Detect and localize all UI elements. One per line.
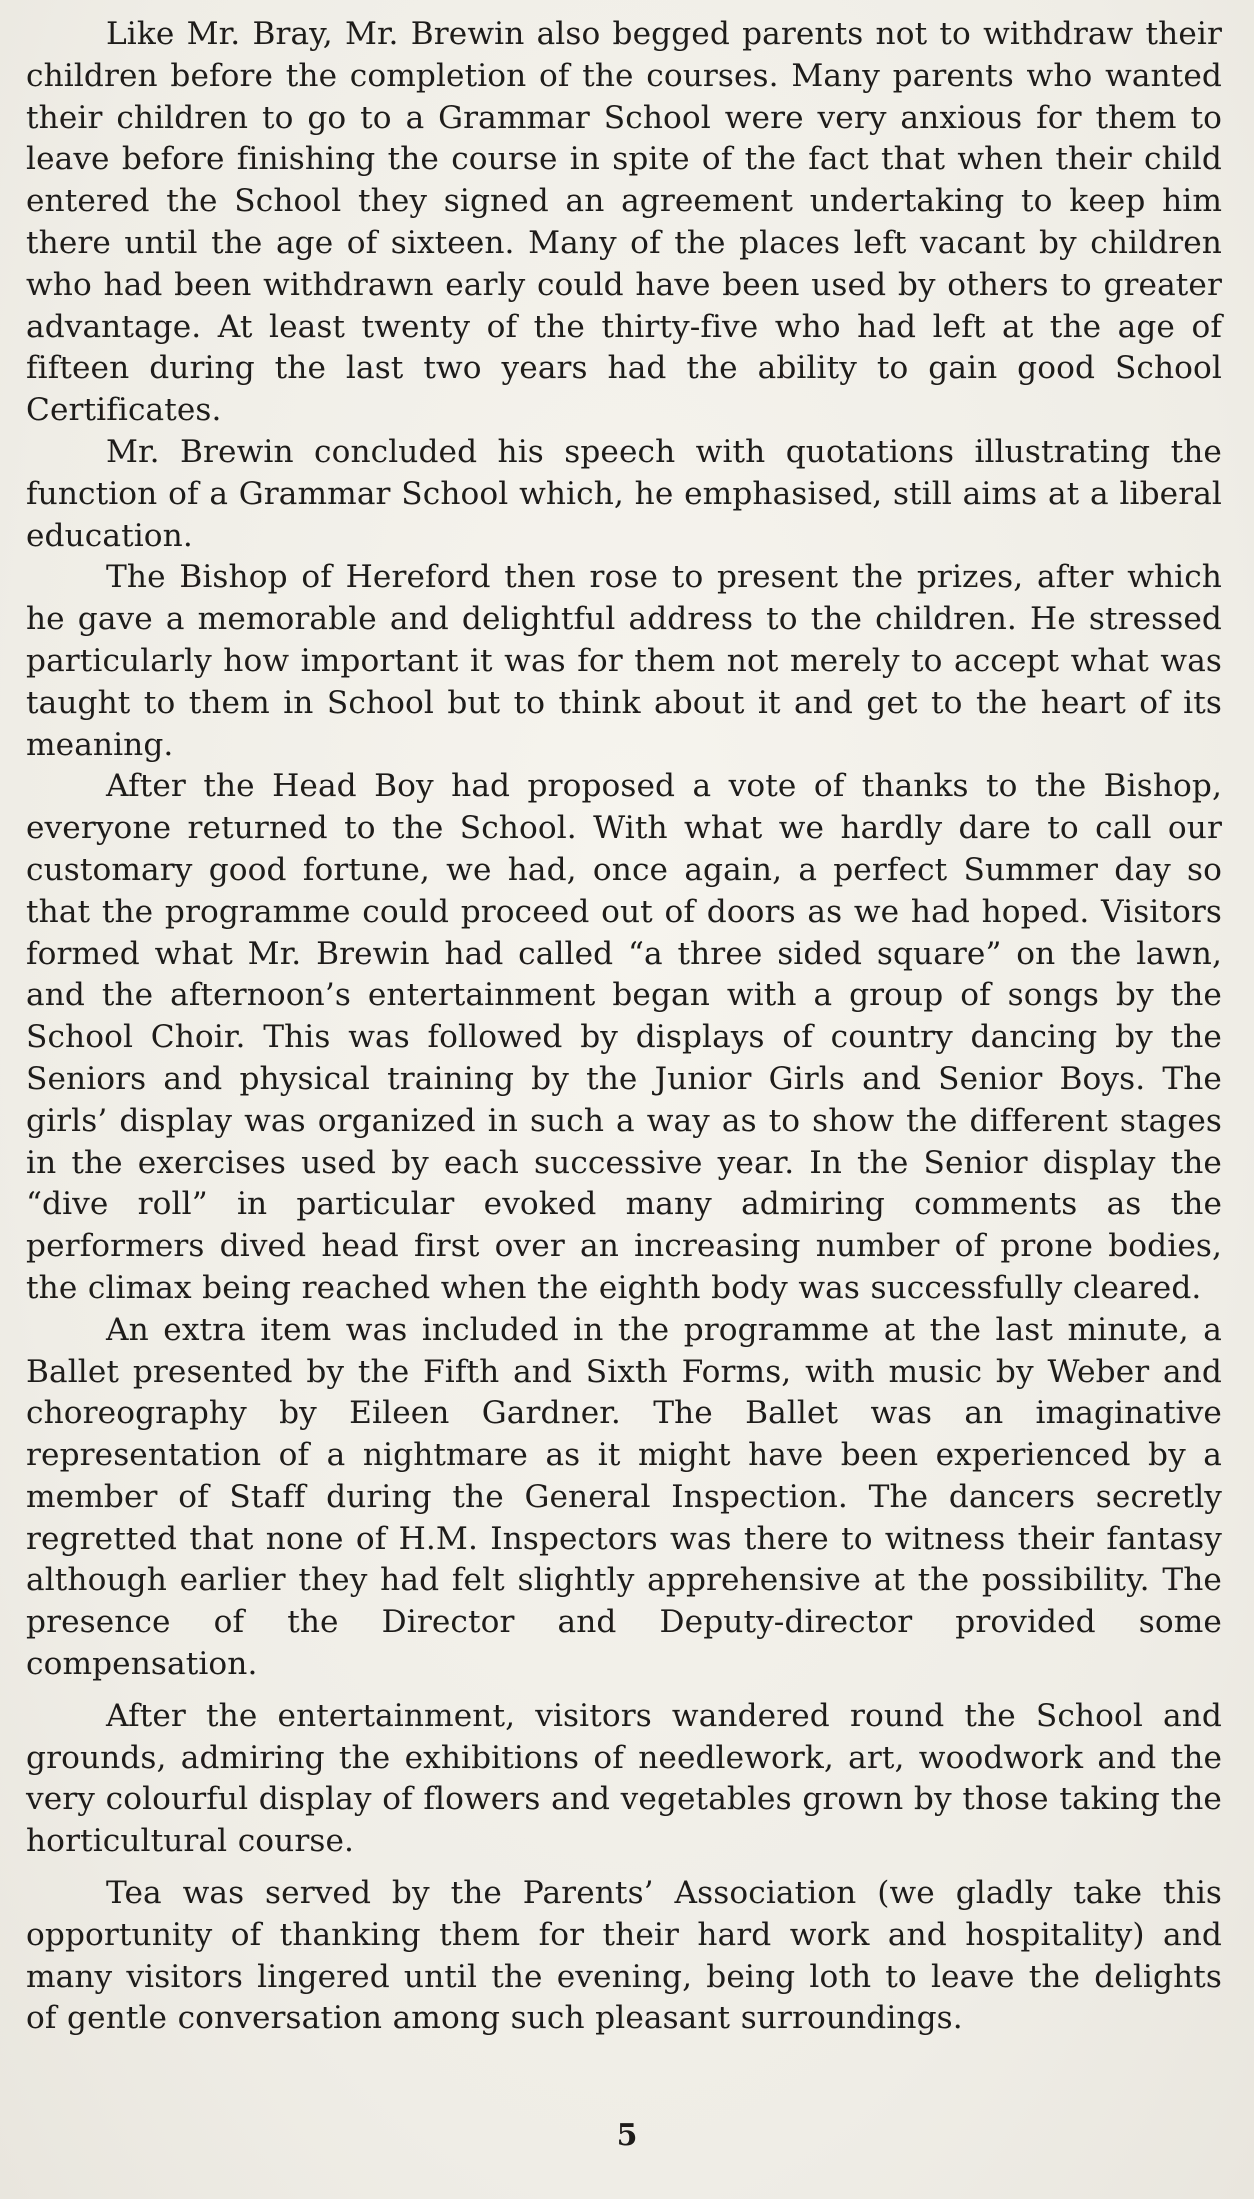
article-body	[26, 14, 1222, 2040]
page-number: 5	[616, 2118, 638, 2153]
paragraph-tea: Tea was served by the Parents’ Association (we gladly take this opportunity of thanking them for their hard work and hospitality) and many visitors lingered until the evening, being loth to leave the delights of gentle conversation among such pleasant surroundings.	[26, 1875, 1222, 2037]
paragraph-speech-conclusion: Mr. Brewin concluded his speech with quotations illustrating the function of a Grammar School which, he emphasised, still aims at a liberal education.	[26, 433, 1222, 554]
paragraph-withdrawal-plea: Like Mr. Bray, Mr. Brewin also begged parents not to withdraw their children before the completion of the courses. Many parents who wanted their children to go to a Grammar School were very anxious for them to leave before finishing the course in spite of the fact that when their child entered the School they signed an agreement undertaking to keep him there until the age of sixteen. Many of the places left vacant by children who had been withdrawn early could have been used by others to greater advantage. At least twenty of the thirty-five who had left at the age of fifteen during the last two years had the ability to gain good School Certificates.	[26, 16, 1222, 429]
paragraph-afternoon-entertainment: After the Head Boy had proposed a vote of thanks to the Bishop, everyone returned to the School. With what we hardly dare to call our customary good fortune, we had, once again, a perfect Summer day so that the programme could proceed out of doors as we had hoped. Visitors formed what Mr. Brewin had called “a three sided square” on the lawn, and the afternoon’s entertainment began with a group of songs by the School Choir. This was followed by displays of country dancing by the Seniors and physical training by the Junior Girls and Senior Boys. The girls’ display was organized in such a way as to show the different stages in the exercises used by each successive year. In the Senior display the “dive roll” in particular evoked many admiring comments as the performers dived head first over an increasing number of prone bodies, the climax being reached when the eighth body was successfully cleared.	[26, 768, 1222, 1306]
paragraph-bishop-address: The Bishop of Hereford then rose to present the prizes, after which he gave a memorable and delightful address to the children. He stressed particularly how important it was for them not merely to accept what was taught to them in School but to think about it and get to the heart of its meaning.	[26, 559, 1222, 763]
paragraph-exhibitions: After the entertainment, visitors wandered round the School and grounds, admiring the exhibitions of needlework, art, woodwork and the very colourful display of flowers and vegetables grown by those taking the horticultural course.	[26, 1697, 1222, 1860]
paragraph-ballet: An extra item was included in the programme at the last minute, a Ballet presented by the Fifth and Sixth Forms, with music by Weber and choreography by Eileen Gardner. The Ballet was an imaginative representation of a nightmare as it might have been experienced by a member of Staff during the General Inspection. The dancers secretly regretted that none of H.M. Inspectors was there to witness their fantasy although earlier they had felt slightly apprehensive at the possibility. The presence of the Director and Deputy-director provided some compensation.	[26, 1311, 1222, 1683]
